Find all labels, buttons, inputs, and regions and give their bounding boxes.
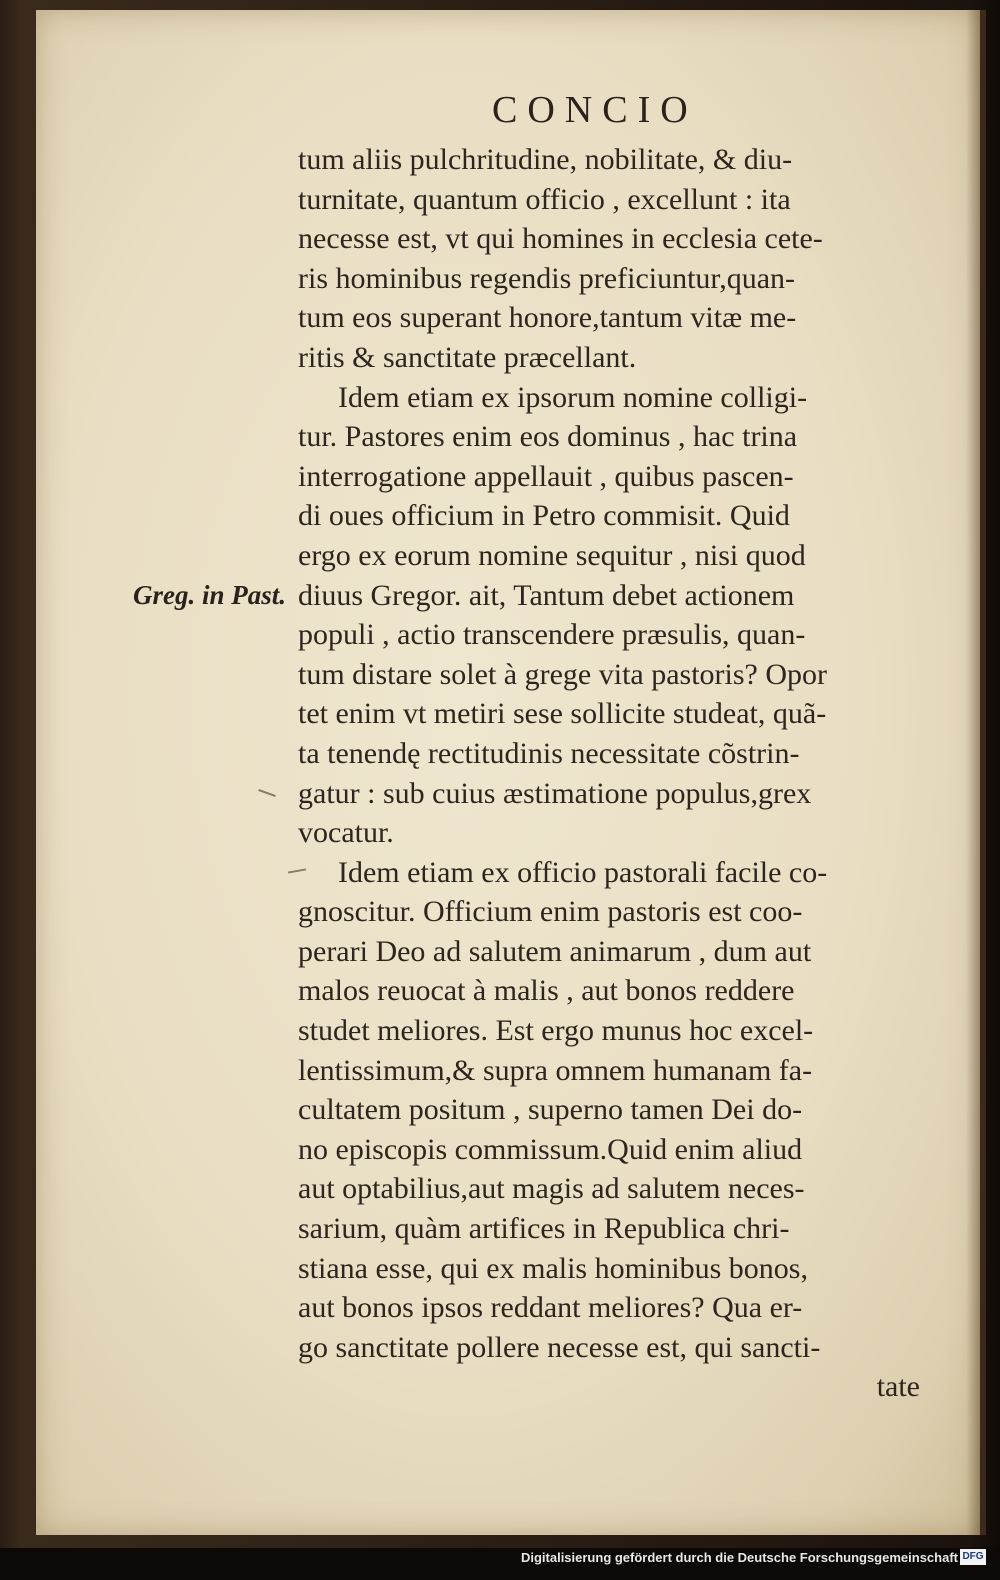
text-line: lentissimum,& supra omnem humanam fa- [298,1053,813,1087]
text-line: aut bonos ipsos reddant meliores? Qua er- [298,1291,803,1325]
text-line: tum aliis pulchritudine, nobilitate, & diu- [298,143,793,176]
text-line: turnitate, quantum officio , excellunt : ita [298,182,791,216]
text-line: tum distare solet à grege vita pastoris? Opor [298,657,828,691]
text-line: vocatur. [298,816,394,850]
text-line: di oues officium in Petro commisit. Quid [298,499,790,533]
running-title: CONCIO [492,89,698,131]
text-line: ta tenendę rectitudinis necessitate cõstrin- [298,736,800,770]
text-line: cultatem positum , superno tamen Dei do- [298,1093,803,1127]
marginal-note: Greg. in Past. [133,580,287,610]
text-line: ris hominibus regendis preficiuntur,quan- [298,261,796,295]
text-line: diuus Gregor. ait, Tantum debet actionem [298,578,795,612]
text-line: tur. Pastores enim eos dominus , hac trina [298,420,798,454]
text-line: malos reuocat à malis , aut bonos reddere [298,974,795,1008]
page-fold-shadow [966,10,980,1535]
text-line: go sanctitate pollere necesse est, qui sancti- [298,1330,821,1364]
dfg-logo-icon: DFG [960,1549,986,1565]
text-line: gnoscitur. Officium enim pastoris est coo- [298,895,803,929]
text-line: ergo ex eorum nomine sequitur , nisi quod [298,538,806,572]
paragraph-start-line: Idem etiam ex ipsorum nomine colligi- [338,380,808,414]
funding-credit: Digitalisierung gefördert durch die Deutsche Forschungsgemeinschaft [520,1550,958,1565]
text-line: tet enim vt metiri sese sollicite studeat, quã- [298,697,827,731]
text-line: gatur : sub cuius æstimatione populus,grex [298,776,812,810]
text-line: studet meliores. Est ergo munus hoc excel- [298,1014,814,1048]
catchword: tate [876,1370,920,1404]
text-line: sarium, quàm artifices in Republica chri- [298,1212,790,1246]
text-line: stiana esse, qui ex malis hominibus bonos, [298,1251,808,1285]
text-line: populi , actio transcendere præsulis, quan- [298,618,806,652]
text-line: aut optabilius,aut magis ad salutem neces- [298,1172,805,1206]
text-line: tum eos superant honore,tantum vitæ me- [298,301,797,335]
paragraph-start-line: Idem etiam ex officio pastorali facile co- [338,855,828,889]
text-line: no episcopis commissum.Quid enim aliud [298,1132,803,1166]
body-text [298,140,920,1407]
text-line: ritis & sanctitate præcellant. [298,340,637,374]
text-line: perari Deo ad salutem animarum , dum aut [298,934,812,968]
text-line: necesse est, vt qui homines in ecclesia cete- [298,222,823,256]
text-line: interrogatione appellauit , quibus pascen- [298,459,794,493]
